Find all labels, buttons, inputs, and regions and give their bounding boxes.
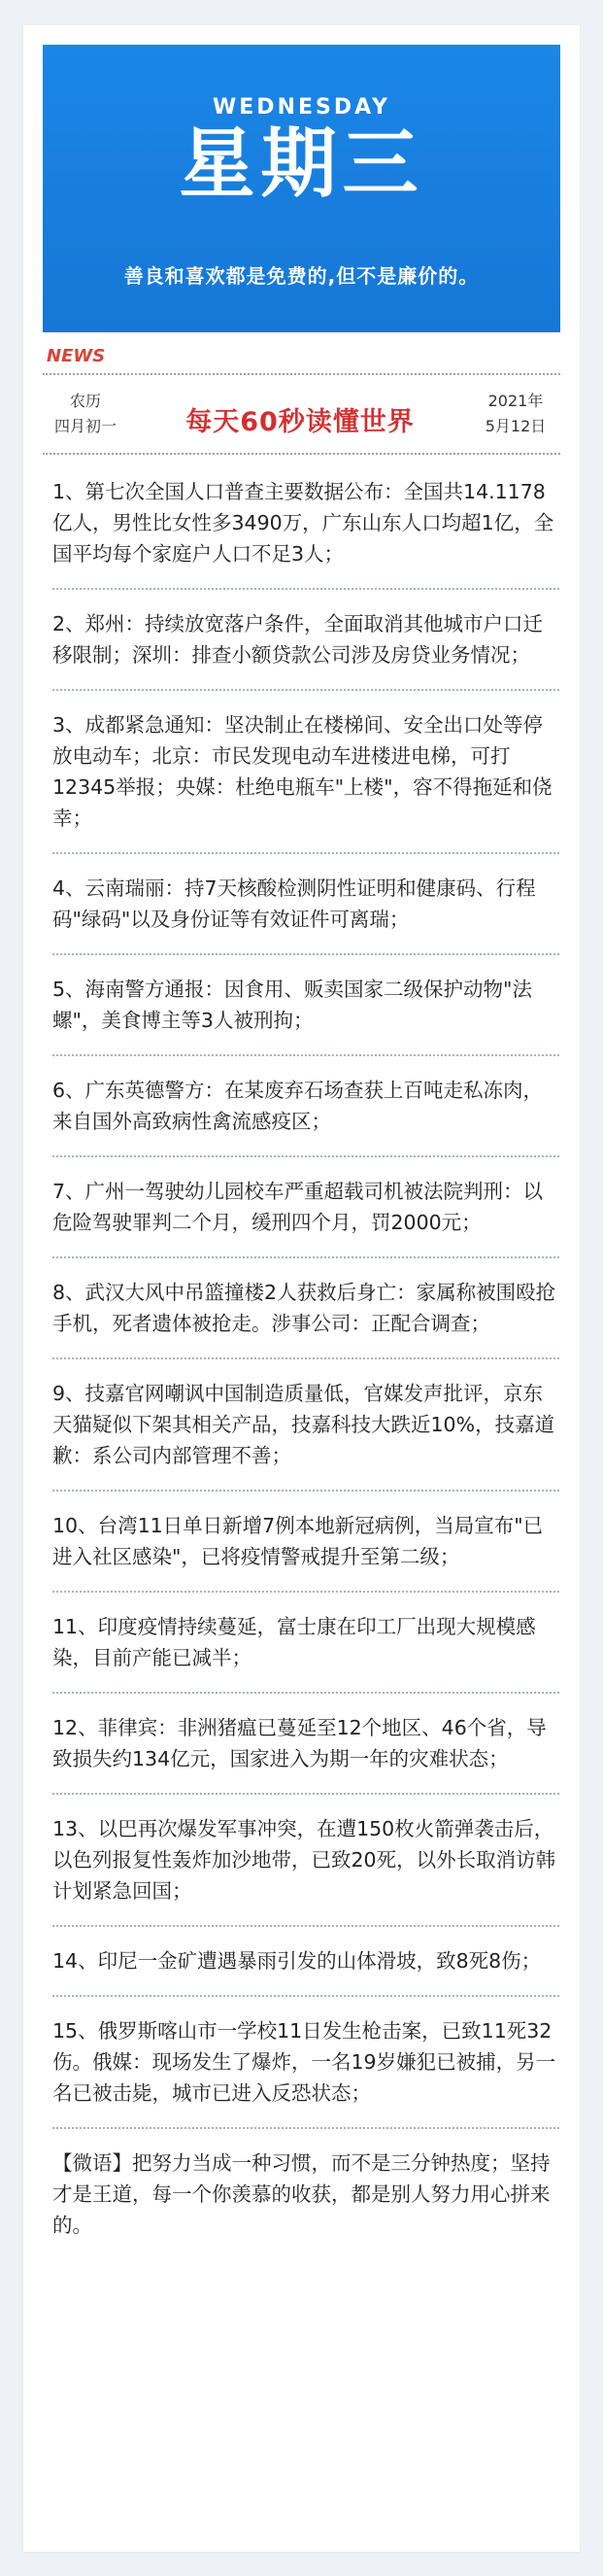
news-item: 14、印尼一金矿遭遇暴雨引发的山体滑坡，致8死8伤； [52,1945,559,1997]
news-item: 4、云南瑞丽：持7天核酸检测阴性证明和健康码、行程码"绿码"以及身份证等有效证件可离瑞； [52,873,559,955]
header-bottom-divider [43,453,560,455]
page-title: 每天60秒读懂世界 [185,407,415,437]
news-item: 3、成都紧急通知：坚决制止在楼梯间、安全出口处等停放电动车；北京：市民发现电动车进楼进电梯，可打12345举报；央媒：杜绝电瓶车"上楼"，容不得拖延和侥幸； [52,709,559,854]
news-item: 7、广州一驾驶幼儿园校车严重超载司机被法院判刑：以危险驾驶罪判二个月，缓刑四个月，罚2000元； [52,1176,559,1258]
daily-quote: 【微语】把努力当成一种习惯，而不是三分钟热度；坚持才是王道，每一个你羡慕的收获，都是别人努力用心拼来的。 [52,2151,551,2237]
lunar-date: 四月初一 [53,417,117,435]
banner-motto: 善良和喜欢都是免费的,但不是廉价的。 [123,264,480,288]
news-item: 1、第七次全国人口普查主要数据公布：全国共14.1178亿人，男性比女性多3490万，广东山东人口均超1亿，全国平均每个家庭户人口不足3人； [52,476,559,590]
header-top-divider [43,373,560,375]
news-item: 9、技嘉官网嘲讽中国制造质量低，官媒发声批评，京东天猫疑似下架其相关产品，技嘉科技大跌近10%，技嘉道歉：系公司内部管理不善； [52,1378,559,1492]
date-year: 2021年 [487,392,544,410]
news-item: 12、菲律宾：非洲猪瘟已蔓延至12个地区、46个省，导致损失约134亿元，国家进入为期一年的灾难状态； [52,1712,559,1795]
news-item: 2、郑州：持续放宽落户条件，全面取消其他城市户口迁移限制；深圳：排查小额贷款公司涉及房贷业务情况； [52,608,559,691]
news-item: 8、武汉大风中吊篮撞楼2人获救后身亡：家属称被围殴抢手机，死者遗体被抢走。涉事公司：正配合调查； [52,1277,559,1359]
news-card [23,25,580,2552]
weekday-chinese: 星期三 [179,120,424,208]
news-tag: NEWS [47,346,106,366]
lunar-date-block [50,389,120,439]
news-item: 6、广东英德警方：在某废弃石场查获上百吨走私冻肉，来自国外高致病性禽流感疫区； [52,1075,559,1157]
news-item: 11、印度疫情持续蔓延，富士康在印工厂出现大规模感染，目前产能已减半； [52,1611,559,1694]
news-item: 13、以巴再次爆发军事冲突，在遭150枚火箭弹袭击后，以色列报复性轰炸加沙地带，已致20死，以外长取消访韩计划紧急回国； [52,1813,559,1927]
date-month-day: 5月12日 [485,417,547,435]
news-list [52,476,559,2250]
gregorian-date-block [472,389,559,439]
lunar-label: 农历 [69,392,101,410]
weekday-banner [43,45,560,332]
weekday-english: WEDNESDAY [213,95,390,120]
news-item: 5、海南警方通报：因食用、贩卖国家二级保护动物"法螺"，美食博主等3人被刑拘； [52,974,559,1056]
news-item: 10、台湾11日单日新增7例本地新冠病例，当局宣布"已进入社区感染"，已将疫情警戒提升至第二级； [52,1510,559,1593]
news-item: 15、俄罗斯喀山市一学校11日发生枪击案，已致11死32伤。俄媒：现场发生了爆炸，一名19岁嫌犯已被捕，另一名已被击毙，城市已进入反恐状态； [52,2015,559,2129]
